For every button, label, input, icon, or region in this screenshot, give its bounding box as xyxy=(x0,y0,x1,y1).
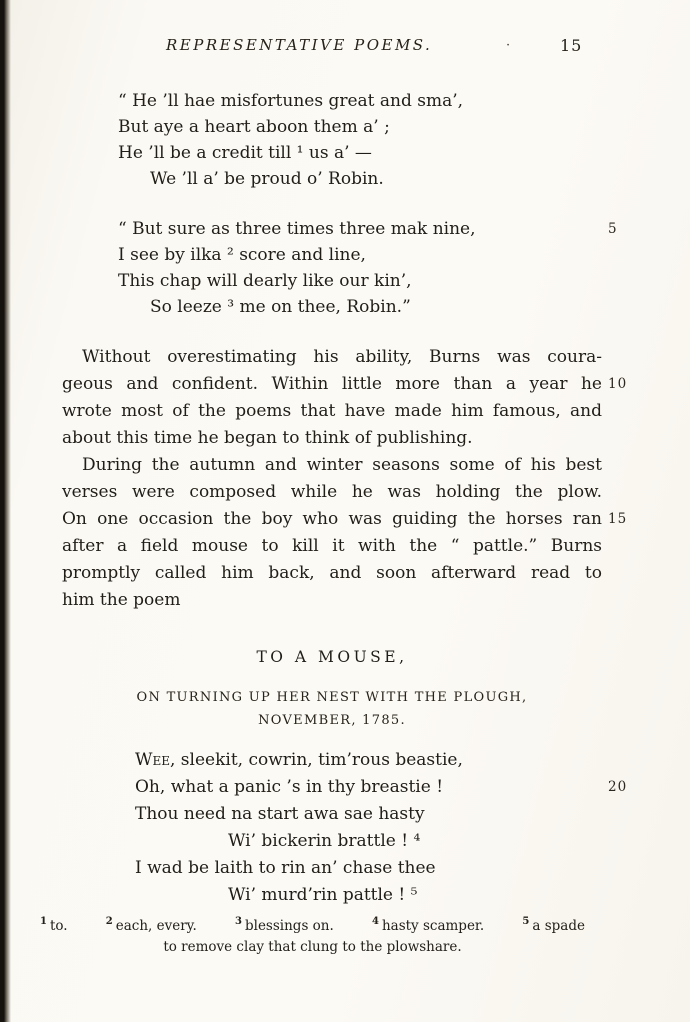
footnote-marker: 3 xyxy=(235,915,242,927)
prose-line-text: On one occasion the boy who was guiding the horses ran xyxy=(62,509,602,529)
poem-line-text: We ’ll a’ be proud o’ Robin. xyxy=(150,169,384,189)
poem-title: TO A MOUSE, xyxy=(256,648,408,666)
poem-subtitle-date: NOVEMBER, 1785. xyxy=(258,713,406,728)
prose-line-text: verses were composed while he was holding the plow. xyxy=(62,482,602,502)
prose-line-text: promptly called him back, and soon afterward read to xyxy=(62,563,602,583)
footnotes xyxy=(40,915,585,955)
footnote-text: a spade xyxy=(532,918,585,934)
poem-line xyxy=(62,166,602,192)
poem-line-text: I see by ilka ² score and line, xyxy=(118,245,366,265)
poem-line-text: He ’ll be a credit till ¹ us a’ — xyxy=(118,143,372,163)
prose-line-text: him the poem xyxy=(62,590,181,610)
prose-line xyxy=(62,452,602,479)
running-title: REPRESENTATIVE POEMS. xyxy=(166,36,433,54)
footnote-item xyxy=(40,915,68,934)
footnote-text: hasty scamper. xyxy=(381,918,485,934)
prose-paragraph-1 xyxy=(62,344,628,452)
poem-line xyxy=(62,216,618,242)
prose-line-text: During the autumn and winter seasons some of his best xyxy=(82,455,602,475)
prose-line xyxy=(62,425,602,452)
page-content xyxy=(62,0,628,909)
poem-line-text: Thou need na start awa sae hasty xyxy=(135,804,425,824)
prose-line-text: about this time he began to think of publishing. xyxy=(62,428,473,448)
poem-section-heading xyxy=(62,648,602,670)
prose-line xyxy=(62,533,602,560)
prose-line-text: Without overestimating his ability, Burns was coura- xyxy=(82,347,602,367)
poem-to-a-mouse xyxy=(62,747,628,909)
prose-paragraph-2 xyxy=(62,452,628,614)
poem-line xyxy=(62,828,602,855)
prose-line xyxy=(62,560,602,587)
book-binding-edge xyxy=(0,0,11,1022)
footnote-marker: 1 xyxy=(40,915,47,927)
footnote-item xyxy=(522,915,585,934)
poem-line-text: “ He ’ll hae misfortunes great and sma’, xyxy=(118,91,464,111)
poem-line-text: So leeze ³ me on thee, Robin.” xyxy=(150,297,411,317)
poem-line-text: “ But sure as three times three mak nine, xyxy=(118,219,476,239)
poem-line xyxy=(62,114,602,140)
prose-line xyxy=(62,479,602,506)
footnote-text: each, every. xyxy=(115,918,197,934)
poem-line-text: Wi’ murd’rin pattle ! ⁵ xyxy=(228,885,418,905)
footnote-marker: 4 xyxy=(371,915,379,927)
poem-line xyxy=(62,268,602,294)
footnote-item xyxy=(235,915,334,934)
poem-line-text: I wad be laith to rin an’ chase thee xyxy=(135,858,436,878)
footnote-item xyxy=(105,915,197,934)
footnote-item xyxy=(371,915,485,934)
prose-line xyxy=(62,344,602,371)
prose-line-text: geous and confident. Within little more than a year he xyxy=(62,374,602,394)
poem-line-text: This chap will dearly like our kin’, xyxy=(118,271,412,291)
prose-line xyxy=(62,371,628,398)
poem-line-text: sleekit, cowrin, tim’rous beastie, xyxy=(175,750,463,770)
stanza-robin-1 xyxy=(62,88,602,192)
poem-subtitle xyxy=(62,686,602,732)
footnote-row xyxy=(40,915,585,934)
poem-line-text: Oh, what a panic ’s in thy breastie ! xyxy=(135,777,444,797)
stanza-robin-2 xyxy=(62,216,618,320)
poem-line-text: Wi’ bickerin brattle ! ⁴ xyxy=(228,831,421,851)
poem-lead-word: Wee, xyxy=(135,750,176,770)
poem-line-text: But aye a heart aboon them a’ ; xyxy=(118,117,390,137)
margin-line-number-20: 20 xyxy=(608,779,628,795)
footnote-continuation: to remove clay that clung to the plowshare. xyxy=(163,939,462,955)
poem-line xyxy=(62,140,602,166)
prose-line xyxy=(62,587,602,614)
margin-line-number-10: 10 xyxy=(608,376,628,392)
poem-line xyxy=(62,242,602,268)
prose-line xyxy=(62,398,602,425)
prose-line-text: wrote most of the poems that have made him famous, and xyxy=(62,401,602,421)
prose-line xyxy=(62,506,628,533)
header-separator-dot: · xyxy=(506,38,511,53)
margin-line-number-15: 15 xyxy=(608,511,628,527)
running-header xyxy=(62,36,602,58)
prose-line-text: after a field mouse to kill it with the “ pattle.” Burns xyxy=(62,536,602,556)
footnote-text: blessings on. xyxy=(244,918,334,934)
footnote-text: to. xyxy=(49,918,68,934)
poem-line xyxy=(62,855,602,882)
poem-line xyxy=(62,294,602,320)
poem-line xyxy=(62,774,628,801)
margin-line-number-5: 5 xyxy=(608,221,618,237)
poem-line xyxy=(62,88,602,114)
footnote-marker: 2 xyxy=(105,915,113,927)
page-number: 15 xyxy=(560,36,583,55)
poem-line xyxy=(62,747,602,774)
footnote-marker: 5 xyxy=(522,915,530,927)
poem-line xyxy=(62,882,602,909)
poem-line xyxy=(62,801,602,828)
poem-subtitle-line: ON TURNING UP HER NEST WITH THE PLOUGH, xyxy=(136,690,528,705)
